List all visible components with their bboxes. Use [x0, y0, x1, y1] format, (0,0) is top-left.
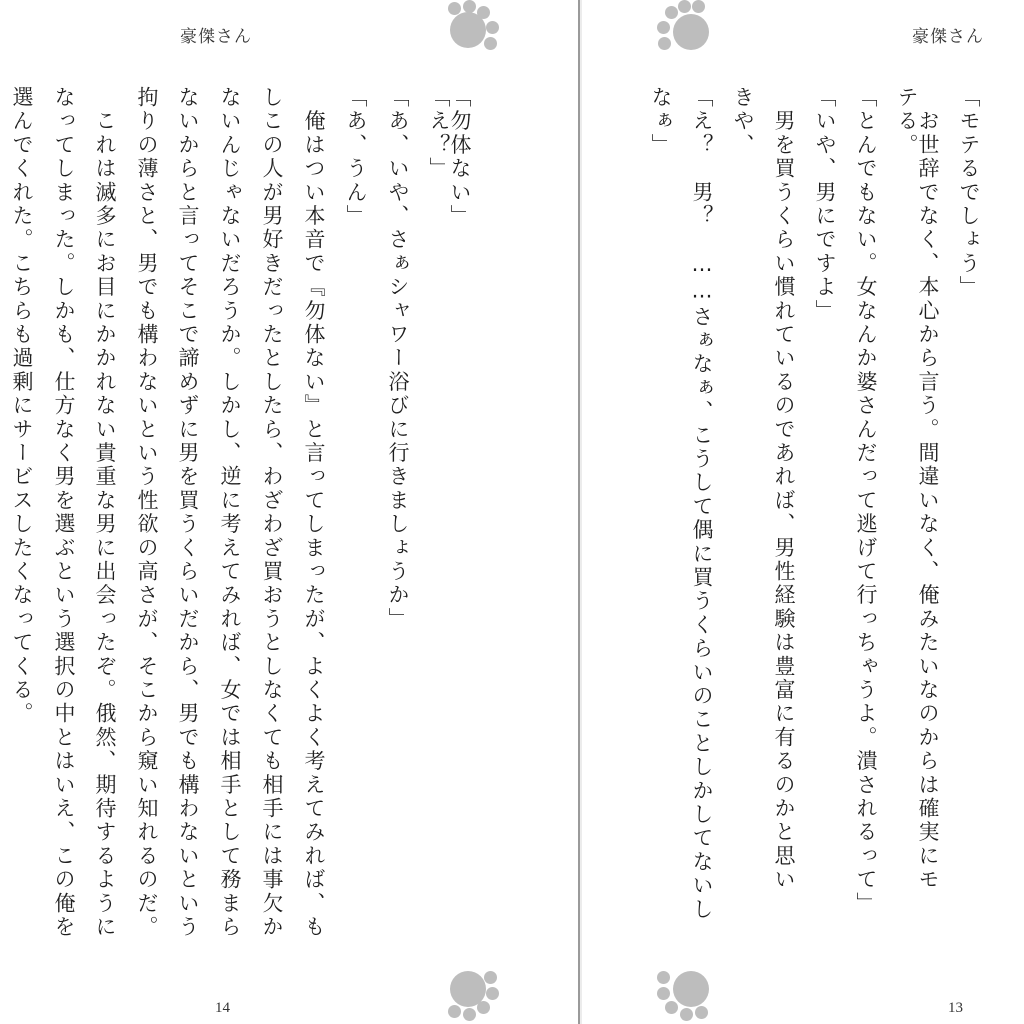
text-column: 選んでくれた。こちらも過剰にサービスしたくなってくる。 — [10, 86, 34, 726]
text-column: 「とんでもない。女なんか婆さんだって逃げて行っちゃうよ。潰されるって」 — [854, 86, 878, 916]
running-head-right: 豪傑さん — [912, 27, 984, 47]
text-column: 男を買うくらい慣れているのであれば、男性経験は豊富に有るのかと思い — [772, 86, 796, 892]
paw-print-icon — [656, 968, 716, 1024]
paw-print-icon — [446, 968, 506, 1024]
text-column: きや、 — [731, 86, 755, 158]
paw-print-icon — [446, 0, 506, 56]
text-column: しこの人が男好きだったとしたら、わざわざ買おうとしなくても相手には事欠か — [260, 86, 284, 940]
text-column: 「勿体ない」 — [448, 86, 472, 229]
text-column: ないからと言ってそこで諦めずに男を買うくらいだから、男でも構わないという — [176, 86, 200, 940]
text-column: これは滅多にお目にかかれない貴重な男に出会ったぞ。俄然、期待するように — [93, 86, 117, 940]
text-column: なぁ」 — [649, 86, 673, 158]
page-number-left: 14 — [215, 1000, 230, 1016]
text-column: ないんじゃないだろうか。しかし、逆に考えてみれば、女では相手として務まら — [218, 86, 242, 940]
text-column: 「あ、うん」 — [344, 86, 368, 229]
paw-print-icon — [656, 0, 716, 56]
text-column: 「あ、いや、さぁシャワー浴びに行きましょうか」 — [386, 86, 410, 632]
text-column: 拘りの薄さと、男でも構わないという性欲の高さが、そこから窺い知れるのだ。 — [135, 86, 159, 940]
running-head-left: 豪傑さん — [180, 27, 252, 47]
text-column: 「モテるでしょう」 — [957, 86, 981, 300]
text-column: 「え？」 — [427, 86, 451, 181]
text-column: 俺はつい本音で『勿体ない』と言ってしまったが、よくよく考えてみれば、も — [302, 86, 326, 940]
text-column: 「え？ 男？ ……さぁなぁ、こうして偶に買うくらいのことしかしてないし — [690, 86, 714, 922]
text-column: なってしまった。しかも、仕方なく男を選ぶという選択の中とはいえ、この俺を — [52, 86, 76, 940]
text-column: お世辞でなく、本心から言う。間違いなく、俺みたいなのからは確実にモ — [916, 86, 940, 892]
page-number-right: 13 — [948, 1000, 963, 1016]
right-page — [582, 0, 1024, 1024]
text-column: 「いや、男にですよ」 — [813, 86, 837, 323]
text-column: テる。 — [895, 86, 919, 158]
